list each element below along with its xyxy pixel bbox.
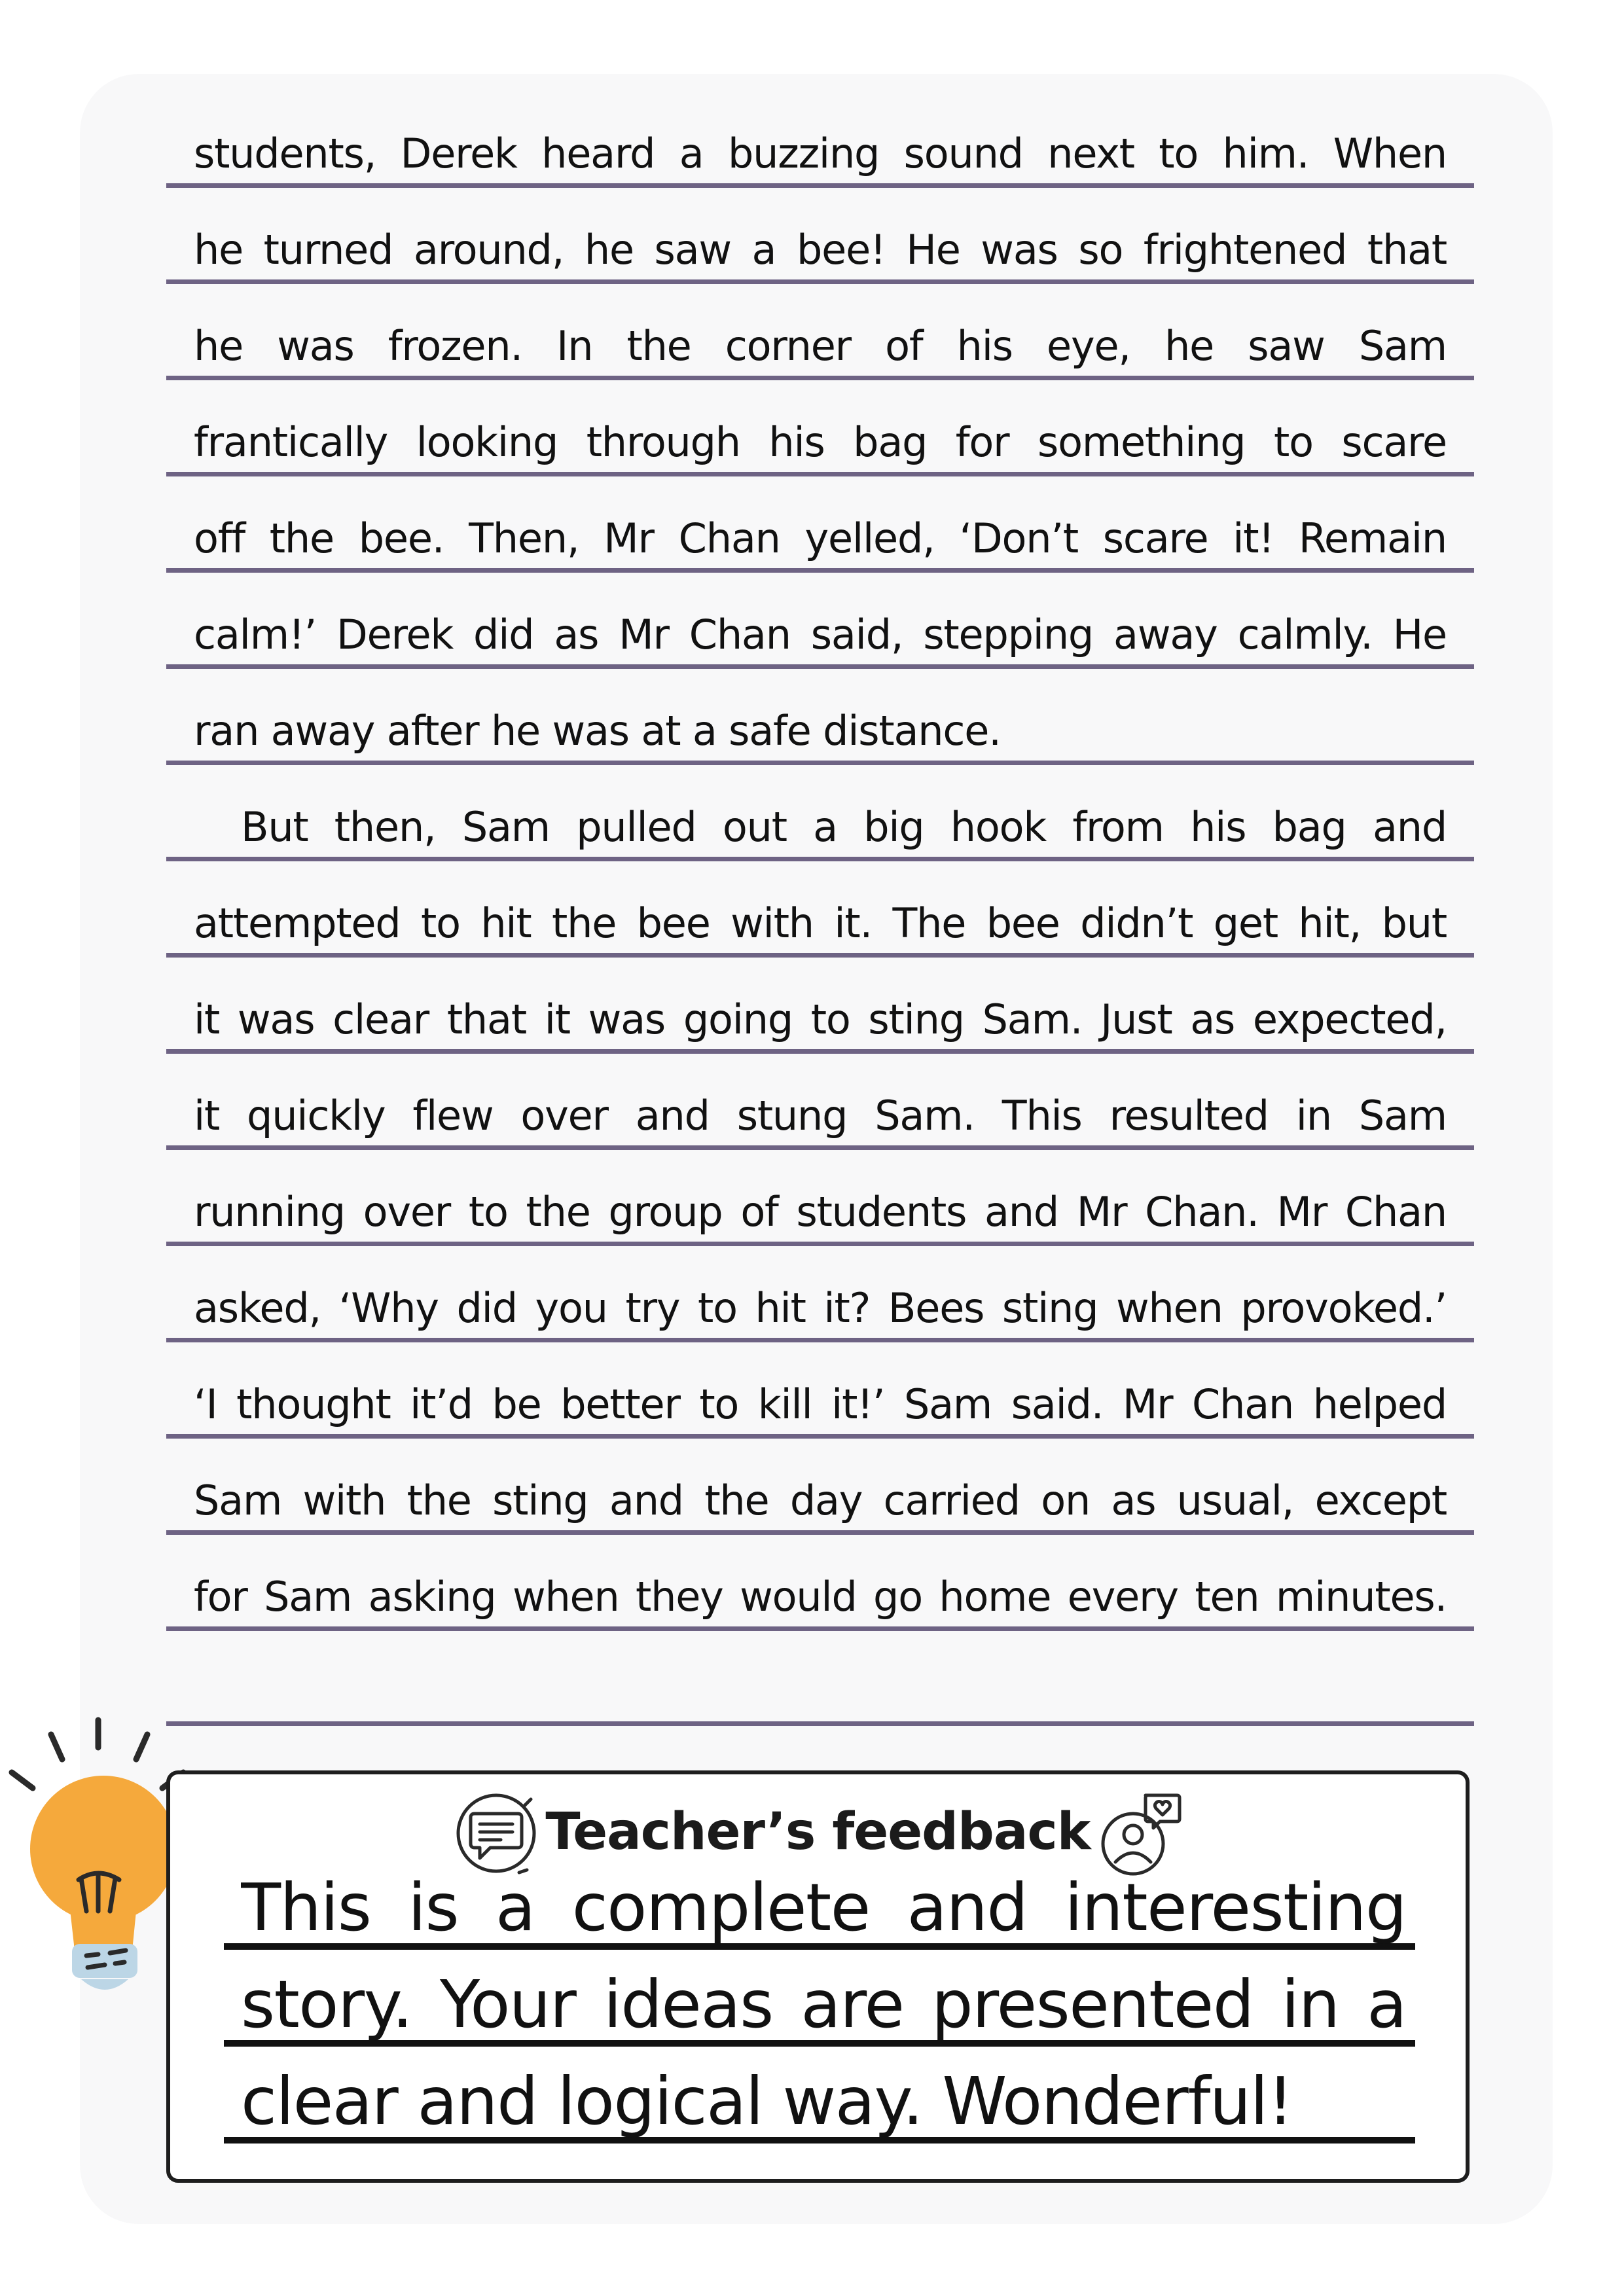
story-line-text: for Sam asking when they would go home every ten minutes. (194, 1573, 1447, 1621)
story-line (166, 765, 1474, 861)
story-line-text: calm!’ Derek did as Mr Chan said, stepping away calmly. He (194, 611, 1447, 658)
story-lined-text (166, 92, 1474, 1726)
story-line (166, 92, 1474, 188)
story-line-text: But then, Sam pulled out a big hook from his bag and (241, 803, 1447, 851)
story-line (166, 476, 1474, 573)
story-line-text: frantically looking through his bag for something to scare (194, 418, 1447, 466)
feedback-line (224, 1950, 1415, 2047)
story-line (166, 573, 1474, 669)
feedback-line-text: story. Your ideas are presented in a (241, 1966, 1406, 2043)
story-line (166, 1054, 1474, 1150)
story-empty-line (166, 1631, 1474, 1726)
feedback-line-text: clear and logical way. Wonderful! (241, 2063, 1293, 2140)
feedback-line-text: This is a complete and interesting (241, 1869, 1406, 1946)
story-line (166, 188, 1474, 284)
story-line (166, 1439, 1474, 1535)
story-line (166, 1342, 1474, 1439)
story-line-text: it was clear that it was going to sting Sam. Just as expected, (194, 996, 1447, 1043)
feedback-line (224, 1853, 1415, 1950)
story-line (166, 284, 1474, 380)
story-line-text: ‘I thought it’d be better to kill it!’ Sam said. Mr Chan helped (194, 1380, 1447, 1428)
story-line (166, 380, 1474, 476)
teacher-feedback-box (166, 1770, 1470, 2183)
story-line (166, 861, 1474, 958)
story-line-text: he was frozen. In the corner of his eye, he saw Sam (194, 322, 1447, 370)
story-line-text: off the bee. Then, Mr Chan yelled, ‘Don’t scare it! Remain (194, 514, 1447, 562)
story-line (166, 1535, 1474, 1631)
story-line-text: it quickly flew over and stung Sam. This resulted in Sam (194, 1092, 1447, 1139)
story-line-text: running over to the group of students and Mr Chan. Mr Chan (194, 1188, 1447, 1236)
feedback-line (224, 2047, 1415, 2144)
story-line (166, 1150, 1474, 1246)
feedback-title: Teacher’s feedback (545, 1803, 1091, 1861)
story-line (166, 958, 1474, 1054)
story-line-text: he turned around, he saw a bee! He was so frightened that (194, 226, 1447, 274)
story-line (166, 669, 1474, 765)
story-line-text: students, Derek heard a buzzing sound next to him. When (194, 130, 1447, 177)
story-line (166, 1246, 1474, 1342)
story-line-text: Sam with the sting and the day carried on as usual, except (194, 1477, 1447, 1524)
story-line-text: asked, ‘Why did you try to hit it? Bees sting when provoked.’ (194, 1284, 1447, 1332)
story-line-text: attempted to hit the bee with it. The bee didn’t get hit, but (194, 899, 1447, 947)
story-line-text: ran away after he was at a safe distance. (194, 707, 1001, 755)
